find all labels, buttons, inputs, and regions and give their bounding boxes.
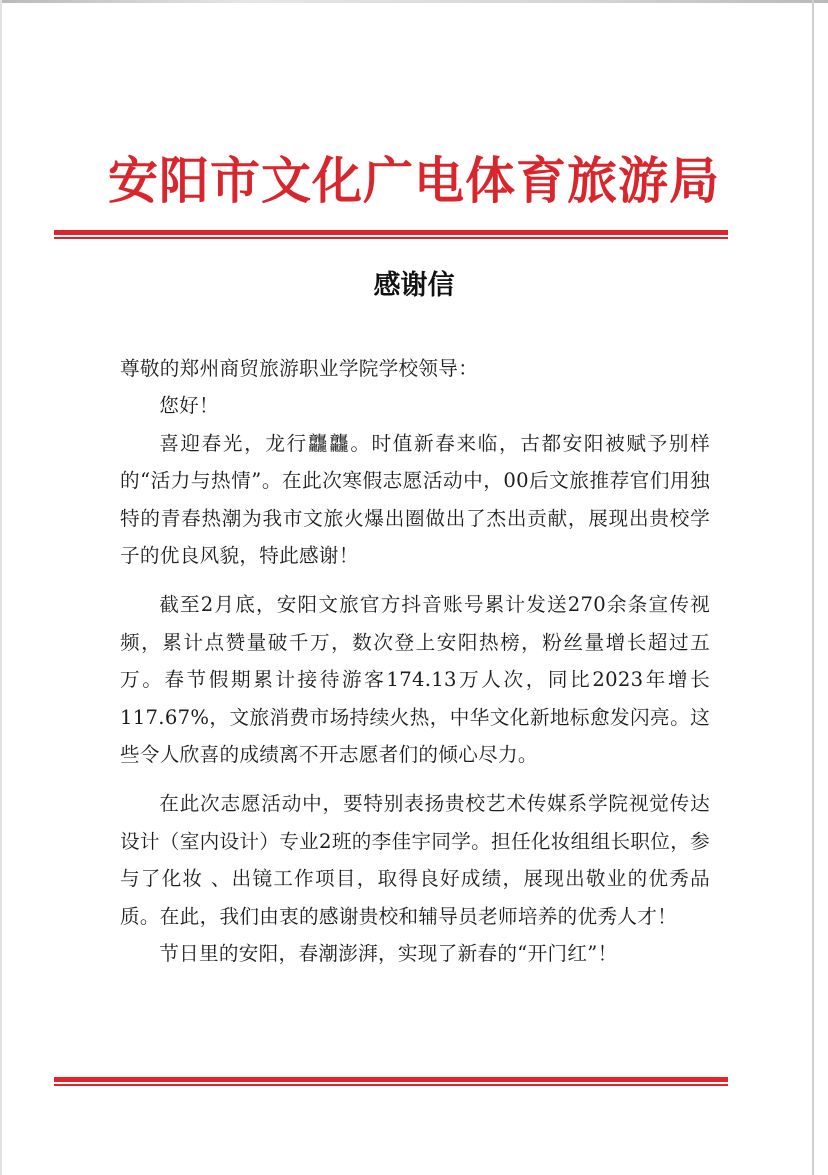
letterhead-organization: 安阳市文化广电体育旅游局 bbox=[108, 152, 720, 210]
document-title: 感谢信 bbox=[373, 270, 455, 301]
greeting: 您好！ bbox=[159, 394, 219, 418]
footer-thick-line bbox=[54, 1077, 728, 1082]
letterhead-divider bbox=[54, 230, 728, 239]
paragraph-4: 节日里的安阳，春潮澎湃，实现了新春的“开门红”！ bbox=[159, 942, 618, 966]
paragraph-2: 截至2月底，安阳文旅官方抖音账号累计发送270余条宣传视频，累计点赞量破千万，数次登上安阳热榜，粉丝量增长超过五万。春节假期累计接待游客174.13万人次，同比2023年增长117.67%，文旅消费市场持续火热，中华文化新地标愈发闪亮。这些令人欣喜的成绩离不开志愿者们的倾心尽力。 bbox=[120, 593, 710, 767]
footer-divider bbox=[54, 1077, 728, 1086]
paragraph-3: 在此次志愿活动中，要特别表扬贵校艺术传媒系学院视觉传达设计（室内设计）专业2班的李佳宇同学。担任化妆组组长职位，参与了化妆 、出镜工作项目，取得良好成绩，展现出敬业的优秀品质。在此，我们由衷的感谢贵校和辅导员老师培养的优秀人才！ bbox=[120, 792, 710, 928]
divider-thin-line bbox=[54, 237, 728, 239]
salutation: 尊敬的郑州商贸旅游职业学院学校领导： bbox=[120, 357, 479, 380]
paragraph-1: 喜迎春光，龙行龘龘。时值新春来临，古都安阳被赋予别样的“活力与热情”。在此次寒假志愿活动中，00后文旅推荐官们用独特的青春热潮为我市文旅火爆出圈做出了杰出贡献，展现出贵校学子的优良风貌，特此感谢！ bbox=[120, 431, 710, 568]
divider-thick-line bbox=[54, 230, 728, 235]
letter-body bbox=[120, 350, 710, 973]
footer-thin-line bbox=[54, 1084, 728, 1086]
scan-edge-top bbox=[0, 0, 828, 3]
